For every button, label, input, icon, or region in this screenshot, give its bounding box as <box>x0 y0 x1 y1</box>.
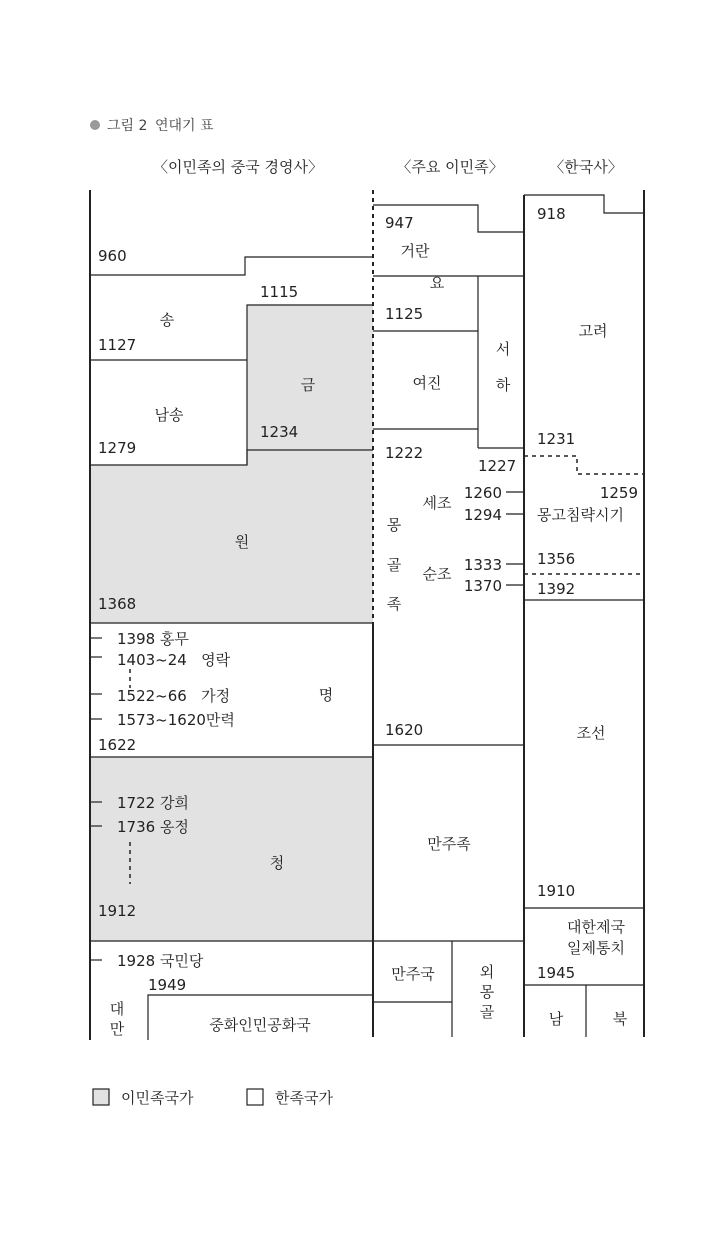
ming-event: 1522~66 가정 <box>117 687 231 705</box>
ming-event: 1403~24 영락 <box>117 651 231 669</box>
taiwan-label: 만 <box>109 1020 125 1038</box>
header-china: 〈이민족의 중국 경영사〉 <box>153 158 323 176</box>
year-1234: 1234 <box>260 423 299 441</box>
year-1912: 1912 <box>98 902 137 920</box>
year-1356: 1356 <box>537 550 576 568</box>
year-918: 918 <box>537 205 566 223</box>
mongol-label: 몽 <box>386 516 402 534</box>
taiwan-label: 대 <box>109 1000 125 1018</box>
legend-han-label: 한족국가 <box>275 1089 333 1107</box>
outer-mongolia-label: 골 <box>479 1003 495 1021</box>
legend-foreign-label: 이민족국가 <box>121 1089 194 1107</box>
year-1115: 1115 <box>260 283 299 301</box>
kmt-event: 1928 국민당 <box>117 952 204 970</box>
year-1125: 1125 <box>385 305 424 323</box>
mongol-label: 족 <box>386 595 402 613</box>
year-1260: 1260 <box>463 484 502 502</box>
ming-label: 명 <box>318 686 334 704</box>
outer-mongolia-label: 몽 <box>479 983 495 1001</box>
korea-column-text <box>537 205 638 1028</box>
year-1622: 1622 <box>98 736 137 754</box>
qing-event: 1722 강희 <box>117 794 189 812</box>
south-label: 남 <box>548 1010 564 1028</box>
korean-empire-label: 대한제국 <box>567 918 625 936</box>
year-1392: 1392 <box>537 580 576 598</box>
caption-title: 연대기 표 <box>155 118 214 134</box>
nansong-label: 남송 <box>154 406 184 424</box>
qing-event: 1736 옹정 <box>117 818 189 836</box>
year-947: 947 <box>385 214 414 232</box>
japanese-rule-label: 일제통치 <box>567 939 625 957</box>
ming-event: 1573~1620만력 <box>117 711 235 729</box>
qing-label: 청 <box>269 854 285 872</box>
ming-event: 1398 홍무 <box>117 630 189 648</box>
shunzu-label: 순조 <box>422 565 452 583</box>
xixia-label: 서 <box>495 340 511 358</box>
khitan-label: 거란 <box>400 242 430 260</box>
year-1127: 1127 <box>98 336 137 354</box>
invasion-label: 몽고침략시기 <box>537 506 624 524</box>
year-1231: 1231 <box>537 430 576 448</box>
prc-label: 중화인민공화국 <box>209 1016 311 1034</box>
year-960: 960 <box>98 247 127 265</box>
song-label: 송 <box>159 311 175 329</box>
year-1368: 1368 <box>98 595 137 613</box>
jin-label: 금 <box>300 376 316 394</box>
year-1279: 1279 <box>98 439 137 457</box>
year-1949: 1949 <box>148 976 187 994</box>
manchukuo-label: 만주국 <box>391 965 435 983</box>
peoples-column-text <box>385 214 516 1021</box>
liao-label: 요 <box>429 274 445 292</box>
year-1294: 1294 <box>463 506 502 524</box>
shizu-label: 세조 <box>422 494 452 512</box>
legend <box>93 1089 333 1107</box>
year-1259: 1259 <box>599 484 638 502</box>
outer-mongolia-label: 외 <box>479 963 495 981</box>
year-1910: 1910 <box>537 882 576 900</box>
mongol-label: 골 <box>386 556 402 574</box>
year-1333: 1333 <box>463 556 502 574</box>
jurchen-label: 여진 <box>412 374 442 392</box>
year-1222: 1222 <box>385 444 424 462</box>
year-1370: 1370 <box>463 577 502 595</box>
header-korea: 〈한국사〉 <box>549 158 623 176</box>
legend-foreign-swatch <box>93 1089 109 1105</box>
bullet-icon <box>90 120 100 130</box>
manchu-label: 만주족 <box>427 835 471 853</box>
goryeo-label: 고려 <box>578 322 608 340</box>
header-peoples: 〈주요 이민족〉 <box>396 158 504 176</box>
legend-han-swatch <box>247 1089 263 1105</box>
xixia-label: 하 <box>495 376 511 394</box>
year-1227: 1227 <box>478 457 517 475</box>
yuan-label: 원 <box>234 533 250 551</box>
figure-caption <box>90 117 214 134</box>
year-1945: 1945 <box>537 964 576 982</box>
caption-label: 그림 2 <box>107 118 148 134</box>
joseon-label: 조선 <box>576 724 606 742</box>
north-label: 북 <box>612 1010 628 1028</box>
year-1620: 1620 <box>385 721 424 739</box>
